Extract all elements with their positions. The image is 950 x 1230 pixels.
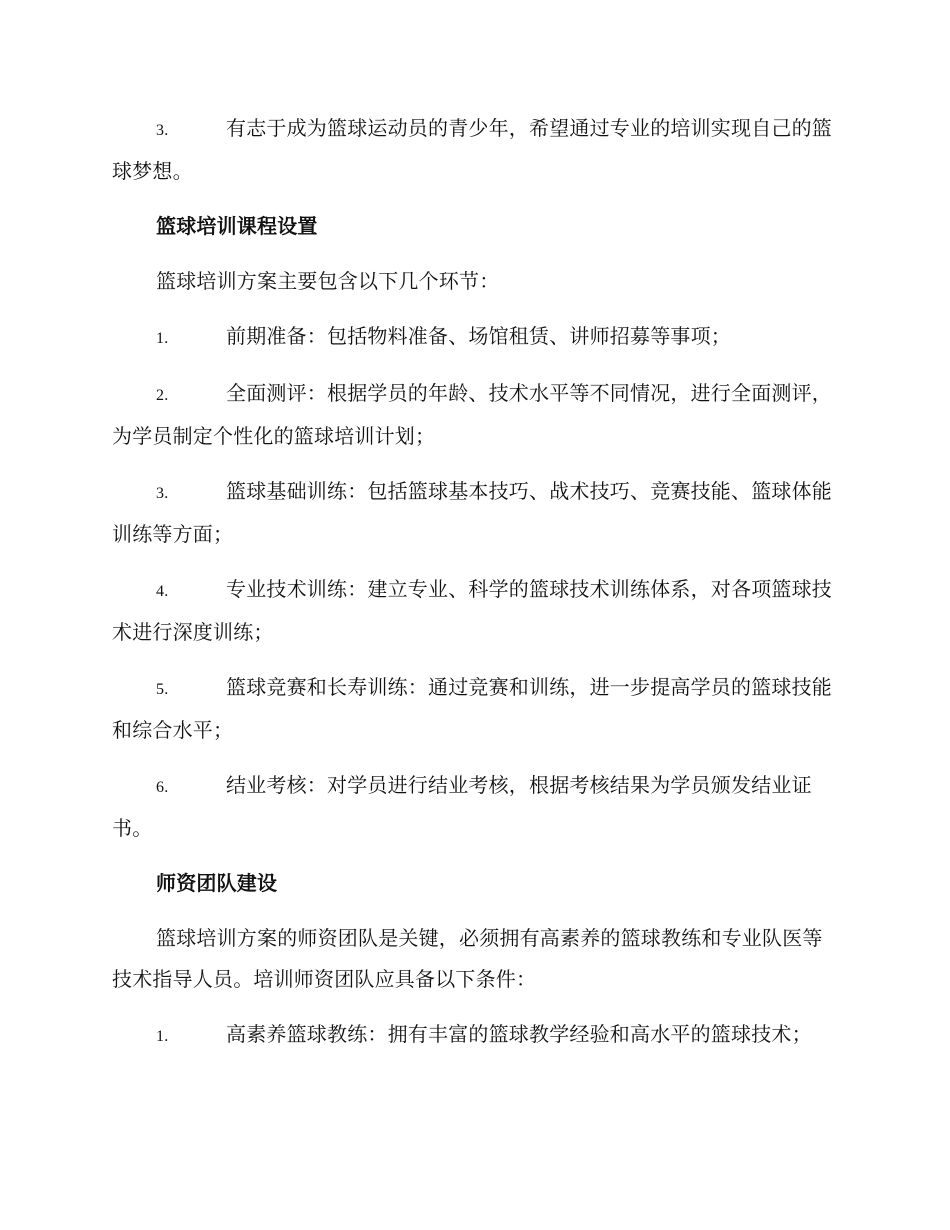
list-item bbox=[112, 765, 832, 849]
list-item-text: 有志于成为篮球运动员的青少年，希望通过专业的培训实现自己的篮球梦想。 bbox=[112, 116, 832, 183]
list-number: 1. bbox=[156, 330, 169, 347]
list-item bbox=[112, 471, 832, 555]
list-number: 1. bbox=[156, 1028, 169, 1045]
list-number: 3. bbox=[156, 122, 169, 139]
list-item bbox=[112, 316, 832, 359]
list-item-text: 结业考核：对学员进行结业考核，根据考核结果为学员颁发结业证书。 bbox=[112, 773, 812, 840]
list-number: 6. bbox=[156, 779, 169, 796]
list-item bbox=[112, 569, 832, 653]
list-item-text: 篮球基础训练：包括篮球基本技巧、战术技巧、竞赛技能、篮球体能训练等方面； bbox=[112, 479, 832, 546]
list-item-text: 专业技术训练：建立专业、科学的篮球技术训练体系，对各项篮球技术进行深度训练； bbox=[112, 577, 832, 644]
list-item bbox=[112, 108, 832, 192]
list-item-text: 高素养篮球教练：拥有丰富的篮球教学经验和高水平的篮球技术； bbox=[226, 1022, 812, 1046]
list-item-text: 篮球竞赛和长寿训练：通过竞赛和训练，进一步提高学员的篮球技能和综合水平； bbox=[112, 675, 832, 742]
paragraph: 篮球培训方案主要包含以下几个环节： bbox=[156, 269, 500, 293]
list-number: 4. bbox=[156, 583, 169, 600]
list-item-text: 全面测评：根据学员的年龄、技术水平等不同情况，进行全面测评，为学员制定个性化的篮球培训计划； bbox=[112, 381, 832, 448]
list-item bbox=[112, 667, 832, 751]
list-number: 3. bbox=[156, 485, 169, 502]
list-item bbox=[112, 373, 832, 457]
list-item-text: 前期准备：包括物料准备、场馆租赁、讲师招募等事项； bbox=[226, 324, 731, 348]
paragraph: 篮球培训方案的师资团队是关键，必须拥有高素养的篮球教练和专业队医等技术指导人员。培训师资团队应具备以下条件： bbox=[112, 926, 823, 991]
section-heading: 师资团队建设 bbox=[156, 871, 278, 895]
section-heading: 篮球培训课程设置 bbox=[156, 214, 318, 238]
document-body bbox=[112, 108, 832, 1071]
list-number: 2. bbox=[156, 387, 169, 404]
list-number: 5. bbox=[156, 681, 169, 698]
list-item bbox=[112, 1014, 832, 1057]
